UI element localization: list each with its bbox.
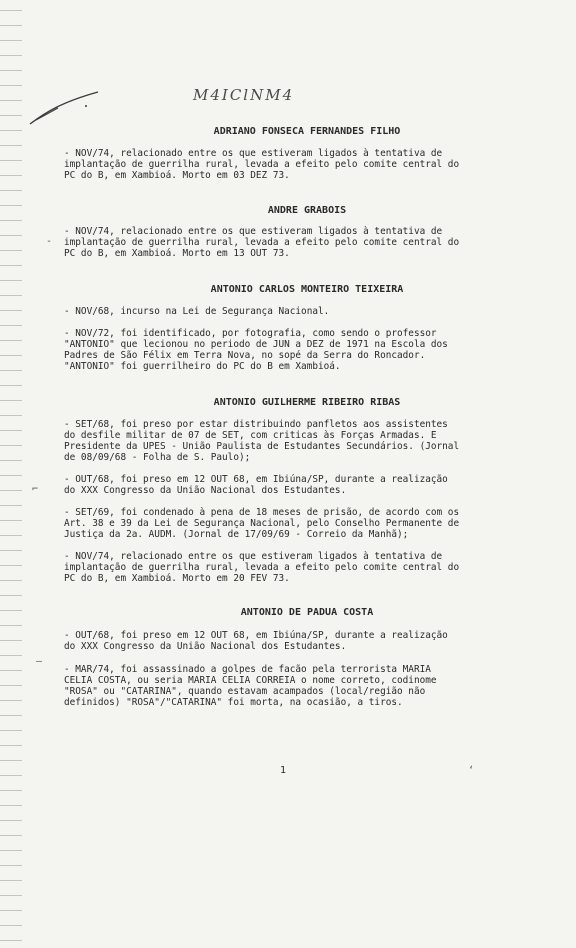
- section-title: ANTONIO CARLOS MONTEIRO TEIXEIRA: [210, 284, 404, 295]
- section-paragraph: - OUT/68, foi preso em 12 OUT 68, em Ibiúna/SP, durante a realização do XXX Congresso da União Nacional dos Estudantes.: [64, 474, 448, 496]
- section-title: ANTONIO GUILHERME RIBEIRO RIBAS: [213, 397, 401, 408]
- handwritten-stroke: [28, 84, 108, 128]
- section-title: ANDRE GRABOIS: [267, 205, 347, 216]
- margin-mark: ʻ: [468, 765, 475, 776]
- section-paragraph: - SET/68, foi preso por estar distribuindo panfletos aos assistentes do desfile militar de 07 de SET, com criticas às Forças Armadas. E Presidente da UPES - União Paulista de Estudantes Secundários. (Jornal de 08/09/68 - Folha de S. Paulo);: [64, 419, 460, 463]
- section-paragraph: - NOV/74, relacionado entre os que estiveram ligados à tentativa de implantação de guerrilha rural, levada a efeito pelo comite central do PC do B, em Xambioá. Morto em 13 OUT 73.: [64, 226, 460, 259]
- section-title: ANTONIO DE PADUA COSTA: [240, 607, 374, 618]
- margin-mark: —: [36, 656, 43, 667]
- section-title: ADRIANO FONSECA FERNANDES FILHO: [213, 126, 401, 137]
- section-paragraph: - OUT/68, foi preso em 12 OUT 68, em Ibiúna/SP, durante a realização do XXX Congresso da União Nacional dos Estudantes.: [64, 630, 448, 652]
- handwritten-note: M4IClNM4: [193, 86, 295, 104]
- margin-mark: ⌐: [32, 484, 39, 495]
- section-paragraph: - NOV/74, relacionado entre os que estiveram ligados à tentativa de implantação de guerrilha rural, levada a efeito pelo comite central do PC do B, em Xambioá. Morto em 03 DEZ 73.: [64, 148, 460, 181]
- section-paragraph: - NOV/68, incurso na Lei de Segurança Nacional.: [64, 306, 330, 317]
- section-paragraph: - NOV/74, relacionado entre os que estiveram ligados à tentativa de implantação de guerrilha rural, levada a efeito pelo comite central do PC do B, em Xambioá. Morto em 20 FEV 73.: [64, 551, 460, 584]
- section-paragraph: - NOV/72, foi identificado, por fotografia, como sendo o professor "ANTONIO" que lecionou no periodo de JUN a DEZ de 1971 na Escola dos Padres de São Félix em Terra Nova, no sopé da Serra do Roncador. "ANTONIO" foi guerrilheiro do PC do B em Xambioá.: [64, 328, 448, 372]
- page-number: 1: [280, 765, 287, 776]
- section-paragraph: - MAR/74, foi assassinado a golpes de facão pela terrorista MARIA CELIA COSTA, ou seria MARIA CELIA CORREIA o nome correto, codinome "ROSA" ou "CATARINA", quando estavam acampados (local/região não definidos) "ROSA"/"CATARINA" foi morta, na ocasião, a tiros.: [64, 664, 437, 708]
- margin-mark: -: [46, 236, 53, 247]
- binding-holes: [0, 0, 22, 948]
- section-paragraph: - SET/69, foi condenado à pena de 18 meses de prisão, de acordo com os Art. 38 e 39 da Lei de Segurança Nacional, pelo Conselho Permanente de Justiça da 2a. AUDM. (Jornal de 17/09/69 - Correio da Manhã);: [64, 507, 460, 540]
